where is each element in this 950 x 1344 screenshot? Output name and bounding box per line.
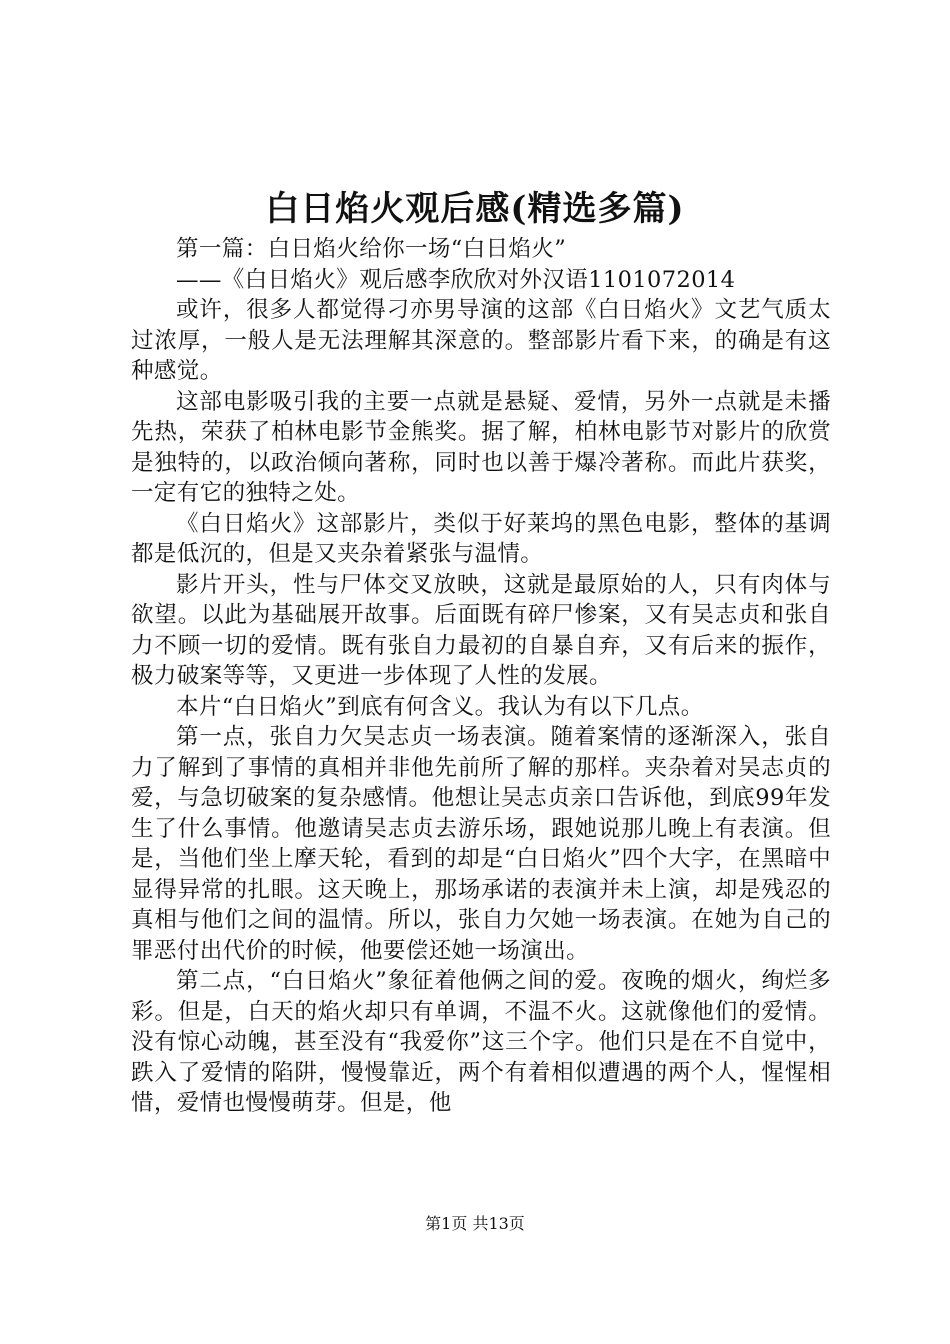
byline: ——《白日焰火》观后感李欣欣对外汉语1101072014 — [176, 266, 736, 293]
page-number-footer: 第1页 共13页 — [425, 1214, 525, 1233]
paragraph: 《白日焰火》这部影片，类似于好莱坞的黑色电影，整体的基调都是低沉的，但是又夹杂着紧张与温情。 — [131, 510, 831, 567]
paragraph: 第一点，张自力欠吴志贞一场表演。随着案情的逐渐深入，张自力了解到了事情的真相并非他先前所了解的那样。夹杂着对吴志贞的爱，与急切破案的复杂感情。他想让吴志贞亲口告诉他，到底99年发生了什么事情。他邀请吴志贞去游乐场，跟她说那儿晚上有表演。但是，当他们坐上摩天轮，看到的却是“白日焰火”四个大字，在黑暗中显得异常的扎眼。这天晚上，那场承诺的表演并未上演，却是残忍的真相与他们之间的温情。所以，张自力欠她一场表演。在她为自己的罪恶付出代价的时候，他要偿还她一场演出。 — [131, 724, 831, 964]
document-body — [131, 234, 831, 1119]
paragraph: 或许，很多人都觉得刁亦男导演的这部《白日焰火》文艺气质太过浓厚，一般人是无法理解其深意的。整部影片看下来，的确是有这种感觉。 — [131, 297, 831, 384]
paragraph: 这部电影吸引我的主要一点就是悬疑、爱情，另外一点就是未播先热，荣获了柏林电影节金熊奖。据了解，柏林电影节对影片的欣赏是独特的，以政治倾向著称，同时也以善于爆冷著称。而此片获奖，一定有它的独特之处。 — [131, 388, 831, 506]
paragraph: 第二点，“白日焰火”象征着他俩之间的爱。夜晚的烟火，绚烂多彩。但是，白天的焰火却只有单调，不温不火。这就像他们的爱情。没有惊心动魄，甚至没有“我爱你”这三个字。他们只是在不自觉中，跌入了爱情的陷阱，慢慢靠近，两个有着相似遭遇的两个人，惺惺相惜，爱情也慢慢萌芽。但是，他 — [131, 968, 831, 1116]
heading-first-article: 第一篇：白日焰火给你一场“白日焰火” — [176, 236, 567, 262]
page-title: 白日焰火观后感(精选多篇) — [265, 189, 685, 229]
paragraph: 本片“白日焰火”到底有何含义。我认为有以下几点。 — [176, 693, 704, 720]
paragraph: 影片开头，性与尸体交叉放映，这就是最原始的人，只有肉体与欲望。以此为基础展开故事。后面既有碎尸惨案，又有吴志贞和张自力不顾一切的爱情。既有张自力最初的自暴自弃，又有后来的振作，极力破案等等，又更进一步体现了人性的发展。 — [131, 571, 831, 689]
